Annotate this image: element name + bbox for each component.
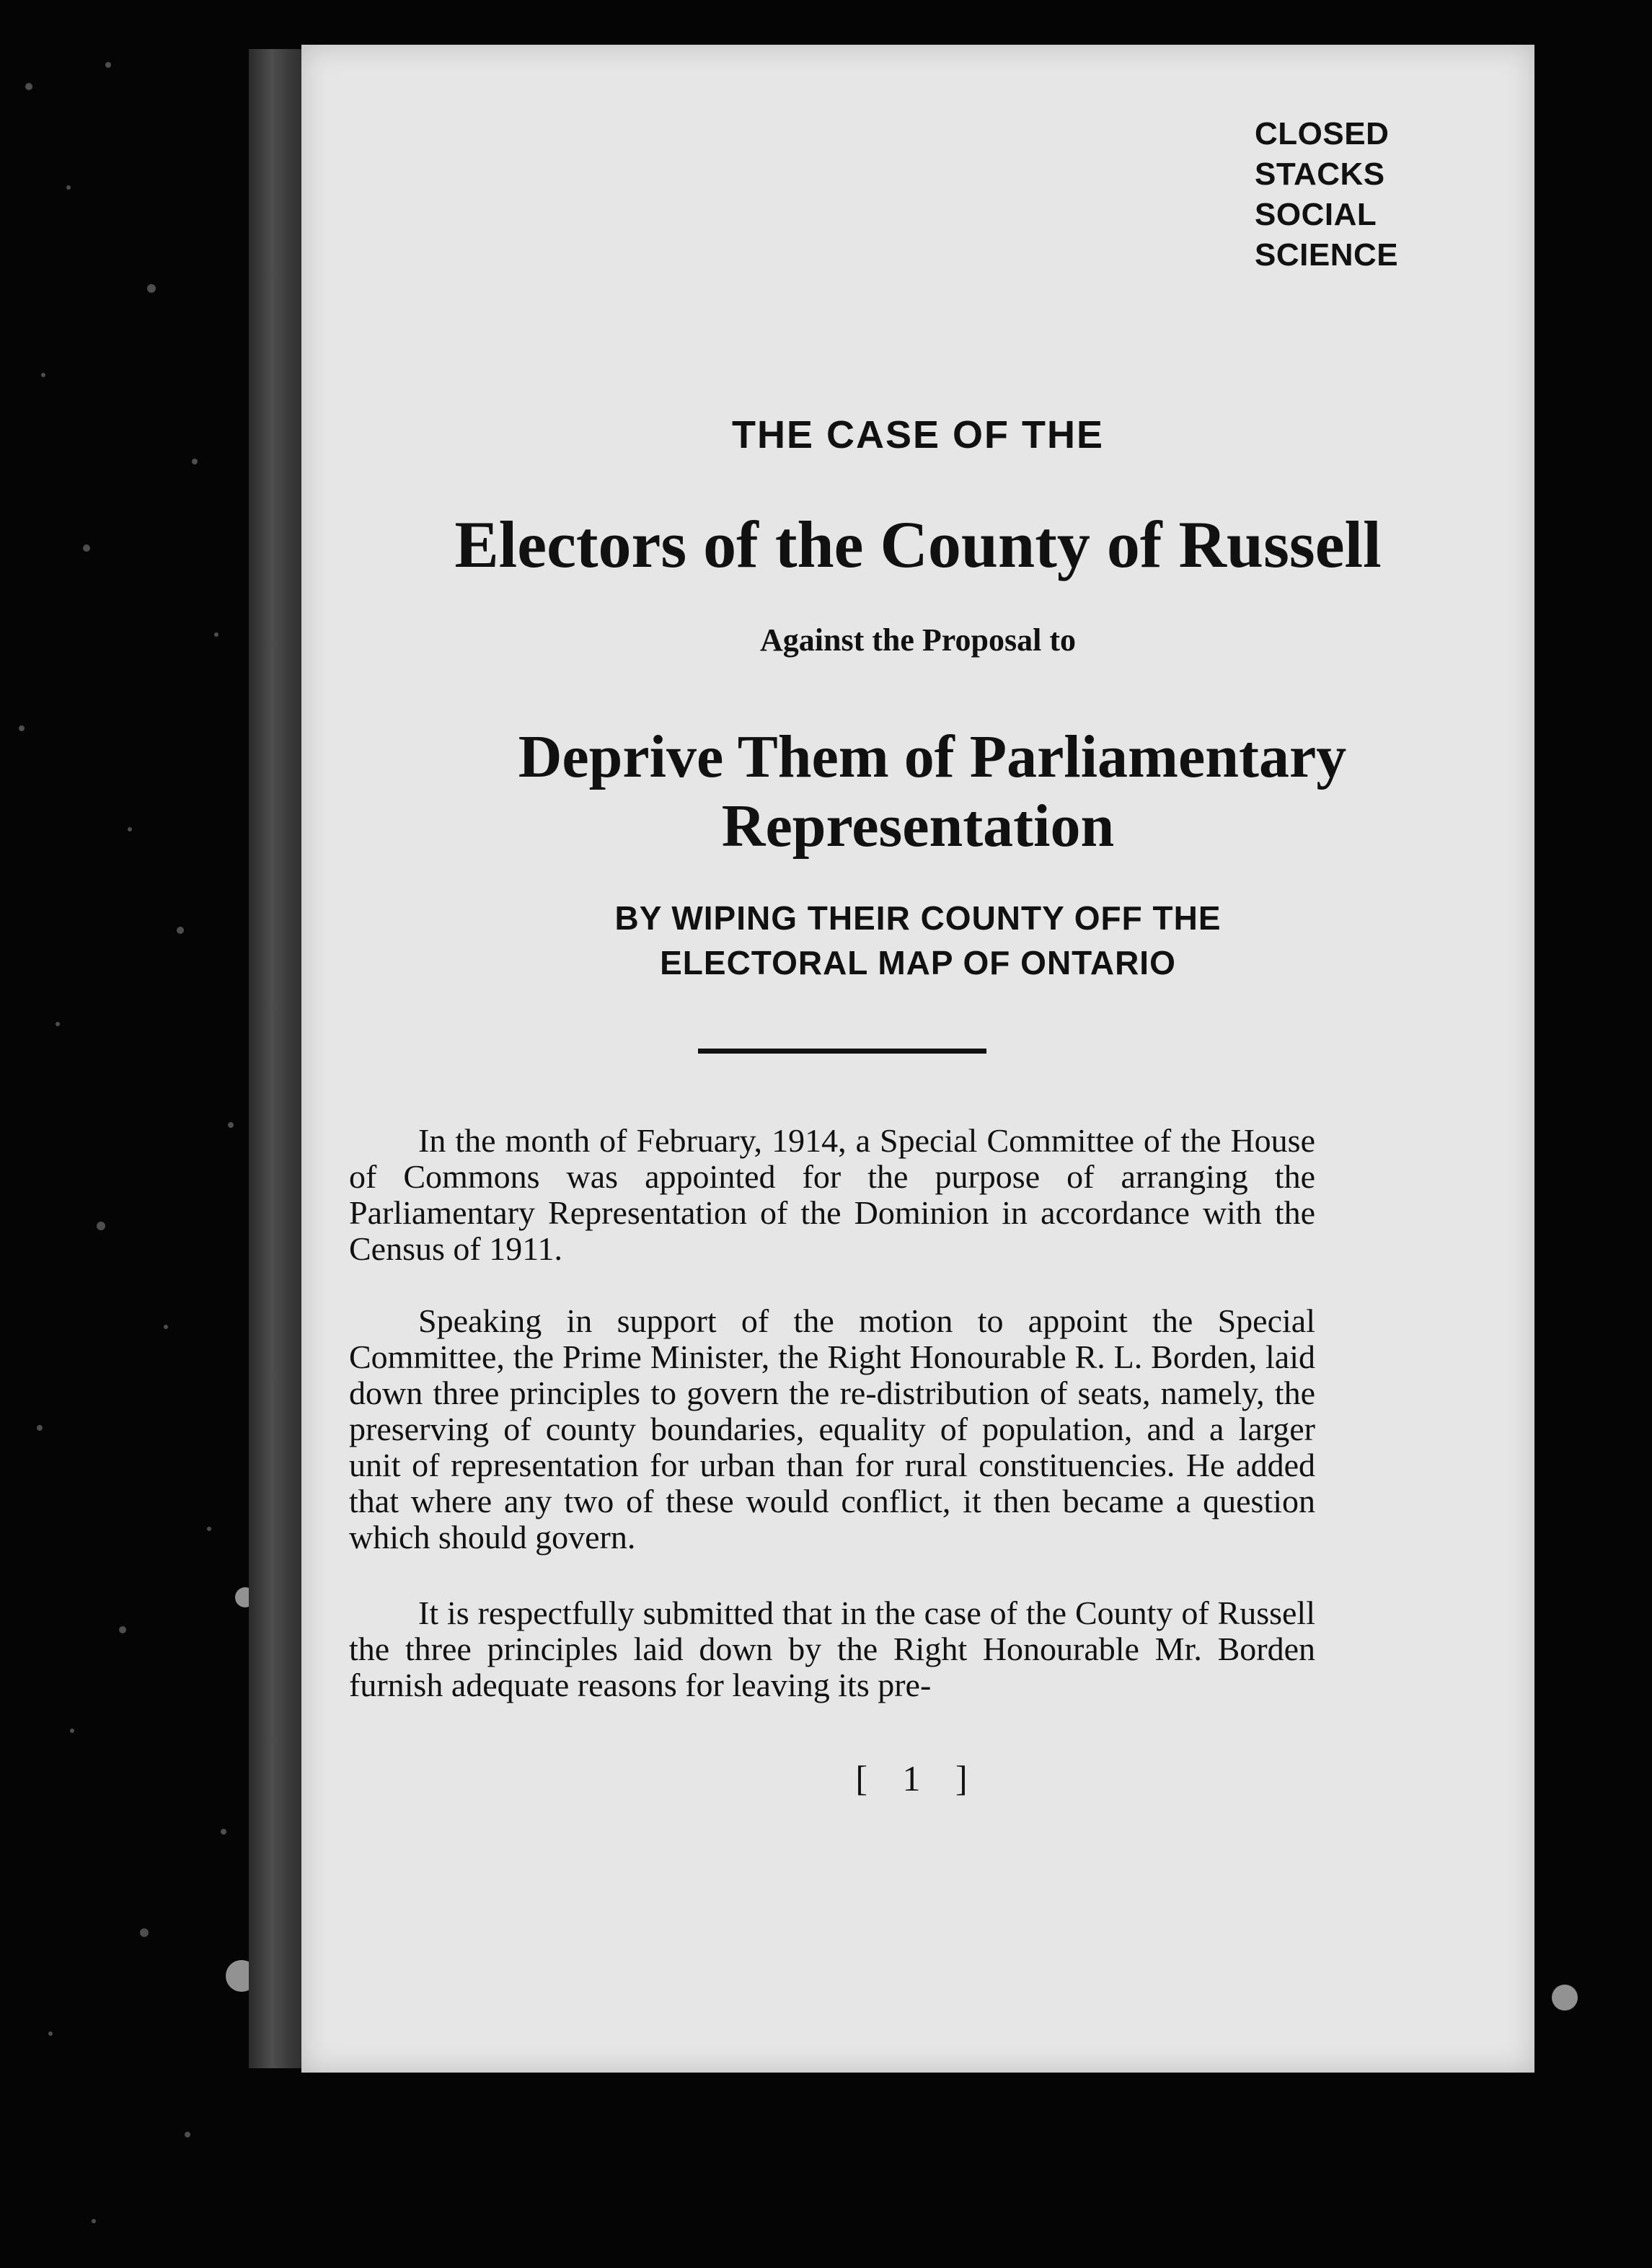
main-heading: [301, 723, 1534, 861]
sub-heading: [301, 896, 1534, 985]
sub-heading-line1: BY WIPING THEIR COUNTY OFF THE: [614, 899, 1222, 937]
stamp-line: SOCIAL: [1255, 197, 1377, 232]
library-stamp: [1255, 114, 1398, 275]
document-page: [301, 45, 1534, 2073]
paragraph: [349, 1595, 1315, 1703]
divider-rule: [698, 1049, 986, 1054]
main-heading-line2: Representation: [721, 793, 1115, 860]
stamp-line: STACKS: [1255, 156, 1385, 192]
paragraph-text: It is respectfully submitted that in the case of the County of Russell the three principles laid down by the Right Honourable Mr. Borden furnish adequate reasons for leaving its pre-: [349, 1594, 1315, 1703]
sub-heading-line2: ELECTORAL MAP OF ONTARIO: [660, 944, 1176, 981]
paragraph: [349, 1123, 1315, 1267]
paragraph-text: In the month of February, 1914, a Special Committee of the House of Commons was appointed for the purpose of arranging the Parliamentary Representation of the Dominion in accordance with the Census of 1911.: [349, 1122, 1315, 1267]
paragraph: [349, 1303, 1315, 1556]
page-number: [ 1 ]: [855, 1758, 981, 1799]
document-title: Electors of the County of Russell: [454, 508, 1382, 581]
book-spine: [249, 49, 306, 2068]
paragraph-text: Speaking in support of the motion to appoint the Special Committee, the Prime Minister, the Right Honourable R. L. Borden, laid down three principles to govern the re-distribution of seats, namely, the preserving of county boundaries, equality of population, and a larger unit of representation for urban than for rural constituencies. He added that where any two of these would conflict, it then became a question which should govern.: [349, 1302, 1315, 1556]
heading-line1: THE CASE OF THE: [731, 413, 1105, 456]
document-subtitle: Against the Proposal to: [760, 622, 1076, 658]
stamp-line: SCIENCE: [1255, 237, 1399, 273]
stamp-line: CLOSED: [1255, 116, 1390, 151]
main-heading-line1: Deprive Them of Parliamentary: [518, 723, 1347, 790]
